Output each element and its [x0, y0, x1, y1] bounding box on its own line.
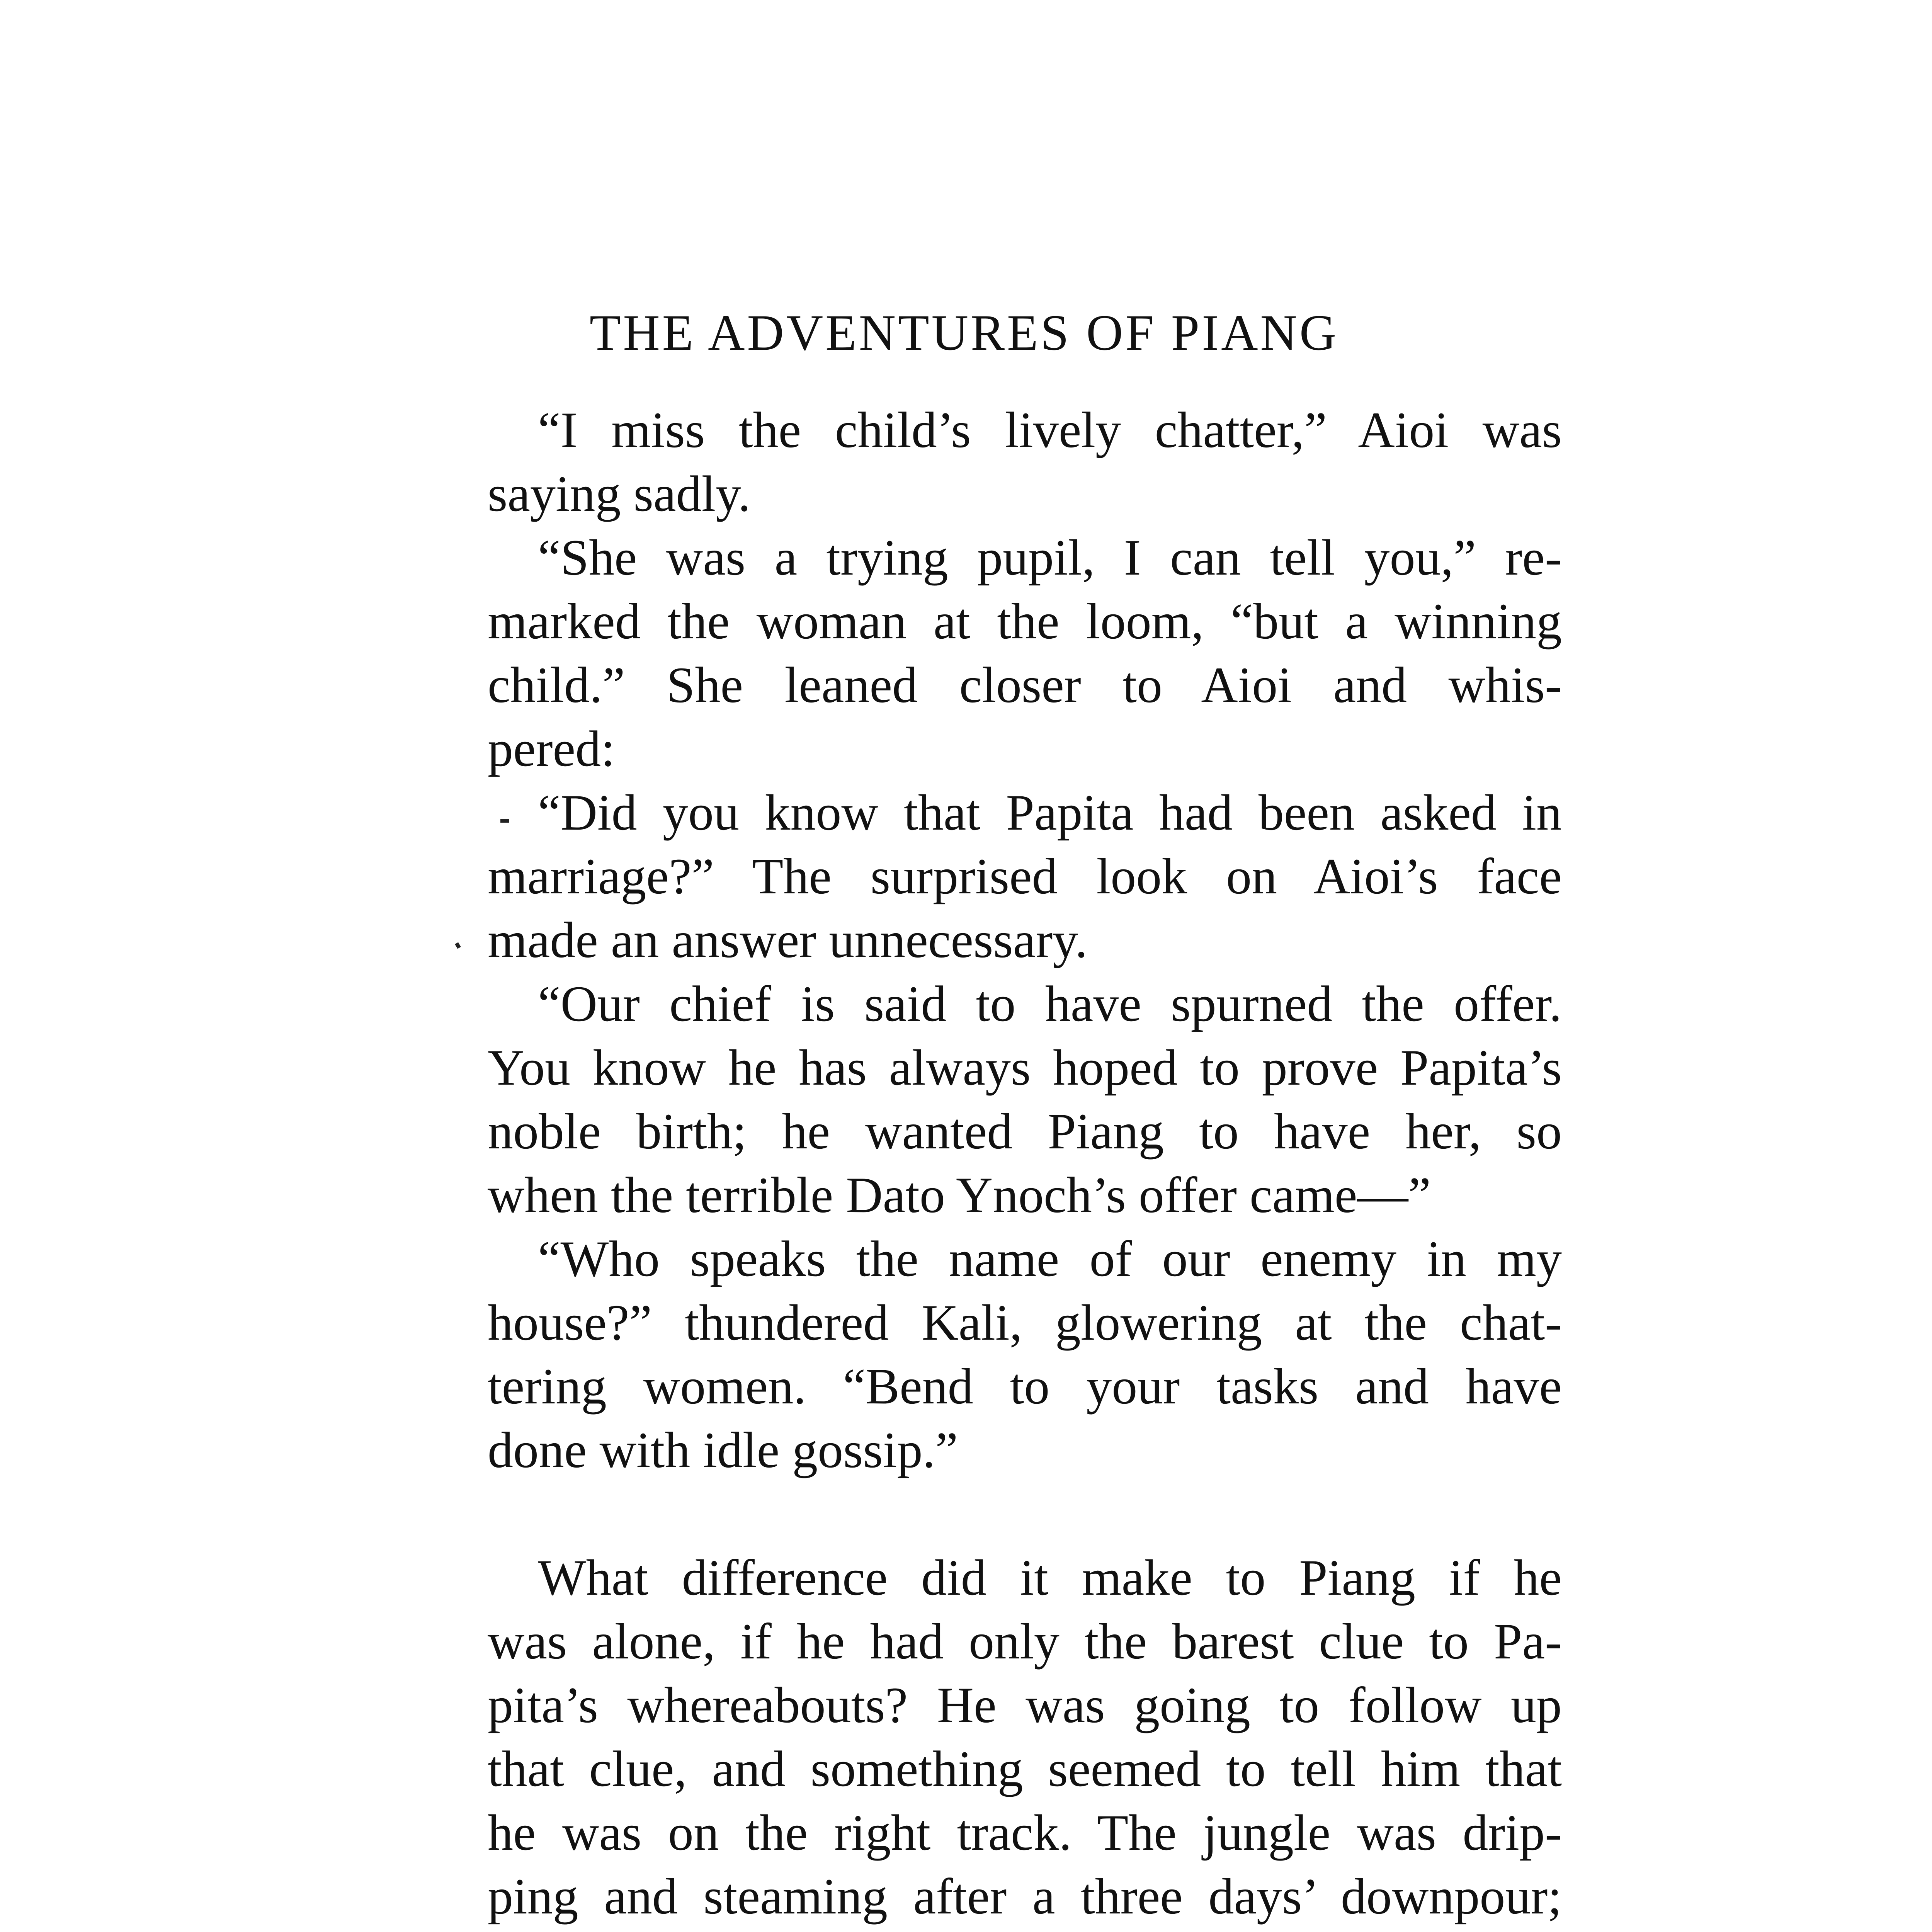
- text-line: “I miss the child’s lively chatter,” Aioi was: [538, 401, 1562, 458]
- body-text: [488, 398, 1562, 1928]
- text-line: What difference did it make to Piang if he: [538, 1549, 1562, 1606]
- text-line: You know he has always hoped to prove Papita’s: [488, 1039, 1562, 1096]
- text-line: “Our chief is said to have spurned the offer.: [538, 975, 1562, 1032]
- scan-speck: [500, 819, 509, 823]
- text-line: pered:: [488, 720, 615, 777]
- text-line: house?” thundered Kali, glowering at the chat-: [488, 1294, 1562, 1351]
- running-head: THE ADVENTURES OF PIANG: [589, 304, 1339, 361]
- text-line: done with idle gossip.”: [488, 1422, 958, 1478]
- text-line: marriage?” The surprised look on Aioi’s face: [488, 848, 1562, 905]
- text-line: noble birth; he wanted Piang to have her, so: [488, 1103, 1562, 1160]
- text-line: pita’s whereabouts? He was going to follow up: [488, 1677, 1562, 1733]
- text-line: that clue, and something seemed to tell him that: [488, 1740, 1562, 1797]
- text-line: “She was a trying pupil, I can tell you,” re-: [538, 529, 1562, 586]
- text-line: saying sadly.: [488, 465, 751, 522]
- text-line: he was on the right track. The jungle was drip-: [488, 1804, 1562, 1861]
- text-line: marked the woman at the loom, “but a winning: [488, 593, 1562, 650]
- text-line: was alone, if he had only the barest clue to Pa-: [488, 1613, 1562, 1670]
- text-line: when the terrible Dato Ynoch’s offer came—”: [488, 1167, 1431, 1223]
- text-line: “Who speaks the name of our enemy in my: [538, 1230, 1562, 1287]
- text-line: ping and steaming after a three days’ downpour;: [488, 1868, 1562, 1925]
- scan-speck: [455, 942, 461, 949]
- text-line: child.” She leaned closer to Aioi and whis-: [488, 656, 1562, 713]
- text-line: tering women. “Bend to your tasks and have: [488, 1358, 1562, 1415]
- text-line: made an answer unnecessary.: [488, 912, 1088, 968]
- text-line: “Did you know that Papita had been asked in: [538, 784, 1562, 841]
- section-break: [488, 1482, 1562, 1546]
